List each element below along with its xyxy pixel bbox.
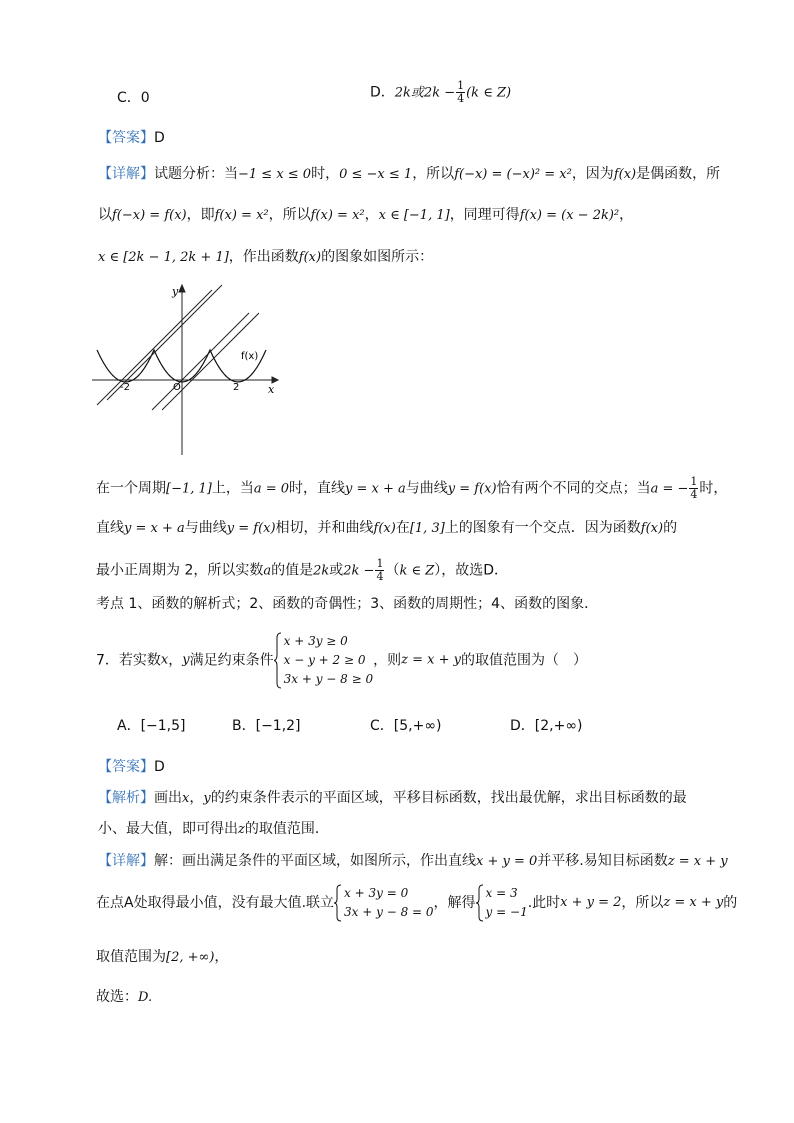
math: f(x) = x² [310,208,365,223]
text: 或 [329,562,344,579]
q7-analysis-line-1 [98,788,687,809]
text: ，因为 [571,166,614,182]
math: f(x) [298,250,322,265]
math: y = x + a [124,521,185,536]
left-brace-icon [334,884,342,922]
math: f(x) = x² [214,208,269,223]
x-label: x [268,383,275,396]
constraint-system [274,632,374,689]
left-brace-icon [274,632,282,689]
text: ，所以 [268,207,311,223]
math: x ∈ [−1, 1] [378,208,450,223]
left-brace-icon [476,884,484,922]
q7-analysis-line-2 [98,819,329,840]
q7-detail-line-3 [96,947,228,968]
text: ，作出函数 [228,249,299,265]
answer-tag: 【答案】 [98,130,154,146]
math: y [203,791,211,806]
option-d [370,80,511,105]
fraction-num: 1 [457,79,465,92]
text: 以 [98,207,112,223]
math: x ∈ [2k − 1, 2k + 1] [98,250,229,265]
q7-detail-line-4 [96,987,152,1008]
text: 满足约束条件 [189,652,274,669]
answer-value: D [154,130,165,146]
solution-system [476,884,528,922]
math: a = 0 [253,481,290,497]
text: 时， [699,480,728,497]
q7-option-b: B．[−1,2] [232,718,301,734]
math: x [182,791,190,806]
text: 在一个周期 [96,480,166,497]
fraction [456,80,465,105]
analysis-tag: 【解析】 [98,790,154,806]
text: ， [619,207,634,223]
math: k ∈ Z [399,563,435,579]
text: 画出 [154,790,182,806]
math: x + y = 0 [476,854,538,869]
math: z = x + y [401,652,461,668]
y-axis-arrow [179,285,185,292]
equation-1: x + 3y = 0 [344,886,409,900]
text: 的 [723,895,738,911]
text: ），故选D． [434,562,509,579]
q7-answer [98,757,165,777]
math: y = x + a [345,481,406,497]
q7-detail-line-1 [98,851,728,872]
text: ，所以 [621,895,664,911]
answer-value: D [154,759,165,775]
text: ，同理可得 [449,207,520,223]
q6-detail-line-3 [98,247,433,268]
math: −1 ≤ x ≤ 0 [238,167,312,182]
function-graph [92,280,292,460]
tick-2: 2 [233,382,240,393]
fraction [689,476,698,501]
math: y = f(x) [226,521,276,536]
text: 在点A处取得最小值，没有最大值.联立 [96,895,335,911]
math: z [238,822,245,837]
option-c: C．0 [117,90,150,106]
q6-after-line-1 [96,476,727,501]
solution-2: y = −1 [485,905,528,919]
math: z = x + y [667,854,728,869]
option-d-prefix: D． [370,84,395,101]
text: 故选： [96,989,138,1005]
q7-option-c: C．[5,+∞) [370,718,442,734]
fx-label: f(x) [241,351,259,362]
text: 取值范围为 [96,949,166,965]
math: z = x + y [663,895,724,910]
math: 0 ≤ −x ≤ 1 [339,167,413,182]
equation-system [334,884,434,922]
q6-answer [98,128,165,148]
q7-stem [96,632,587,689]
text: 时，直线 [289,480,346,497]
math: f(x) [640,521,664,536]
text: 的取值范围为（ ） [460,652,587,669]
text: 直线 [96,520,124,536]
math: f(−x) = f(x) [112,208,187,223]
answer-tag: 【答案】 [98,759,154,775]
q6-after-line-2 [96,518,677,539]
math: a = − [650,481,689,497]
text: （ [385,562,400,579]
fraction-num: 1 [690,475,698,488]
math: y = f(x) [447,481,497,497]
math: 2k − [343,563,375,579]
option-d-expr-2: (k ∈ Z) [466,85,512,101]
option-d-expr: 2k或2k − [394,85,456,101]
math: f(−x) = (−x)² = x² [454,167,572,182]
text: 的取值范围． [244,821,329,837]
math: x + y = 2 [560,895,622,910]
text: ，解得 [433,895,476,911]
origin-label: O [173,382,181,393]
text: 上，当 [211,480,254,497]
math: D. [138,990,153,1005]
text: ，所以 [412,166,455,182]
text: 解：画出满足条件的平面区域，如图所示，作出直线 [154,853,476,869]
q6-after-line-3 [96,558,508,583]
text: 时， [311,166,340,182]
text: ，则 [373,652,402,669]
detail-tag: 【详解】 [98,853,154,869]
text: 与曲线 [405,480,448,497]
text: 在 [395,520,410,536]
text: 与曲线 [184,520,227,536]
line-2 [97,290,212,405]
fraction [375,558,384,583]
text: 最小正周期为 2，所以实数 [96,562,264,579]
math: [2, +∞) [166,950,215,965]
text: 是偶函数，所 [636,166,721,182]
fraction-den: 4 [690,488,698,501]
constraint-1: x + 3y ≥ 0 [283,634,348,648]
line-3 [152,313,249,410]
fraction-num: 1 [376,557,384,570]
detail-tag: 【详解】 [98,166,154,182]
text: 小、最大值，即可得出 [98,821,238,837]
tick-neg2: -2 [120,382,130,393]
q7-option-a: A．[−1,5] [117,718,186,734]
y-label: y [172,285,179,298]
text: 的 [663,520,678,536]
solution-1: x = 3 [485,886,518,900]
q6-detail-line-1 [98,164,720,185]
math: y [182,652,190,668]
text: 7．若实数 [96,652,161,669]
text: ， [189,790,204,806]
text: 的约束条件表示的平面区域，平移目标函数，找出最优解，求出目标函数的最 [210,790,687,806]
equation-2: 3x + y − 8 = 0 [344,905,434,919]
text: 恰有两个不同的交点；当 [496,480,651,497]
q7-detail-line-2 [96,884,737,922]
constraint-2: x − y + 2 ≥ 0 [283,653,366,667]
text: ， [168,652,183,669]
text: ，即 [186,207,215,223]
math: f(x) = (x − 2k)² [519,208,620,223]
math: [1, 3] [409,521,445,536]
text: 的值是 [271,562,314,579]
fraction-den: 4 [376,570,384,583]
text: .此时 [527,895,561,911]
text: ， [214,949,229,965]
text: 试题分析：当 [154,166,238,182]
text: 的图象如图所示： [321,249,434,265]
fraction-den: 4 [457,92,465,105]
text: 并平移.易知目标函数 [537,853,668,869]
text: 相切，并和曲线 [275,520,374,536]
q6-detail-line-2 [98,205,633,226]
math: a [263,563,272,579]
math: x [160,652,169,668]
math: f(x) [373,521,396,536]
q6-knowledge-points: 考点 1、函数的解析式；2、函数的奇偶性；3、函数的周期性；4、函数的图象． [96,596,599,612]
text: ， [364,207,379,223]
text: 上的图象有一个交点．因为函数 [444,520,641,536]
math: [−1, 1] [166,481,212,497]
math: 2k [313,563,330,579]
q7-option-d: D．[2,+∞) [510,718,583,734]
math: f(x) [613,167,637,182]
constraint-3: 3x + y − 8 ≥ 0 [283,672,374,686]
